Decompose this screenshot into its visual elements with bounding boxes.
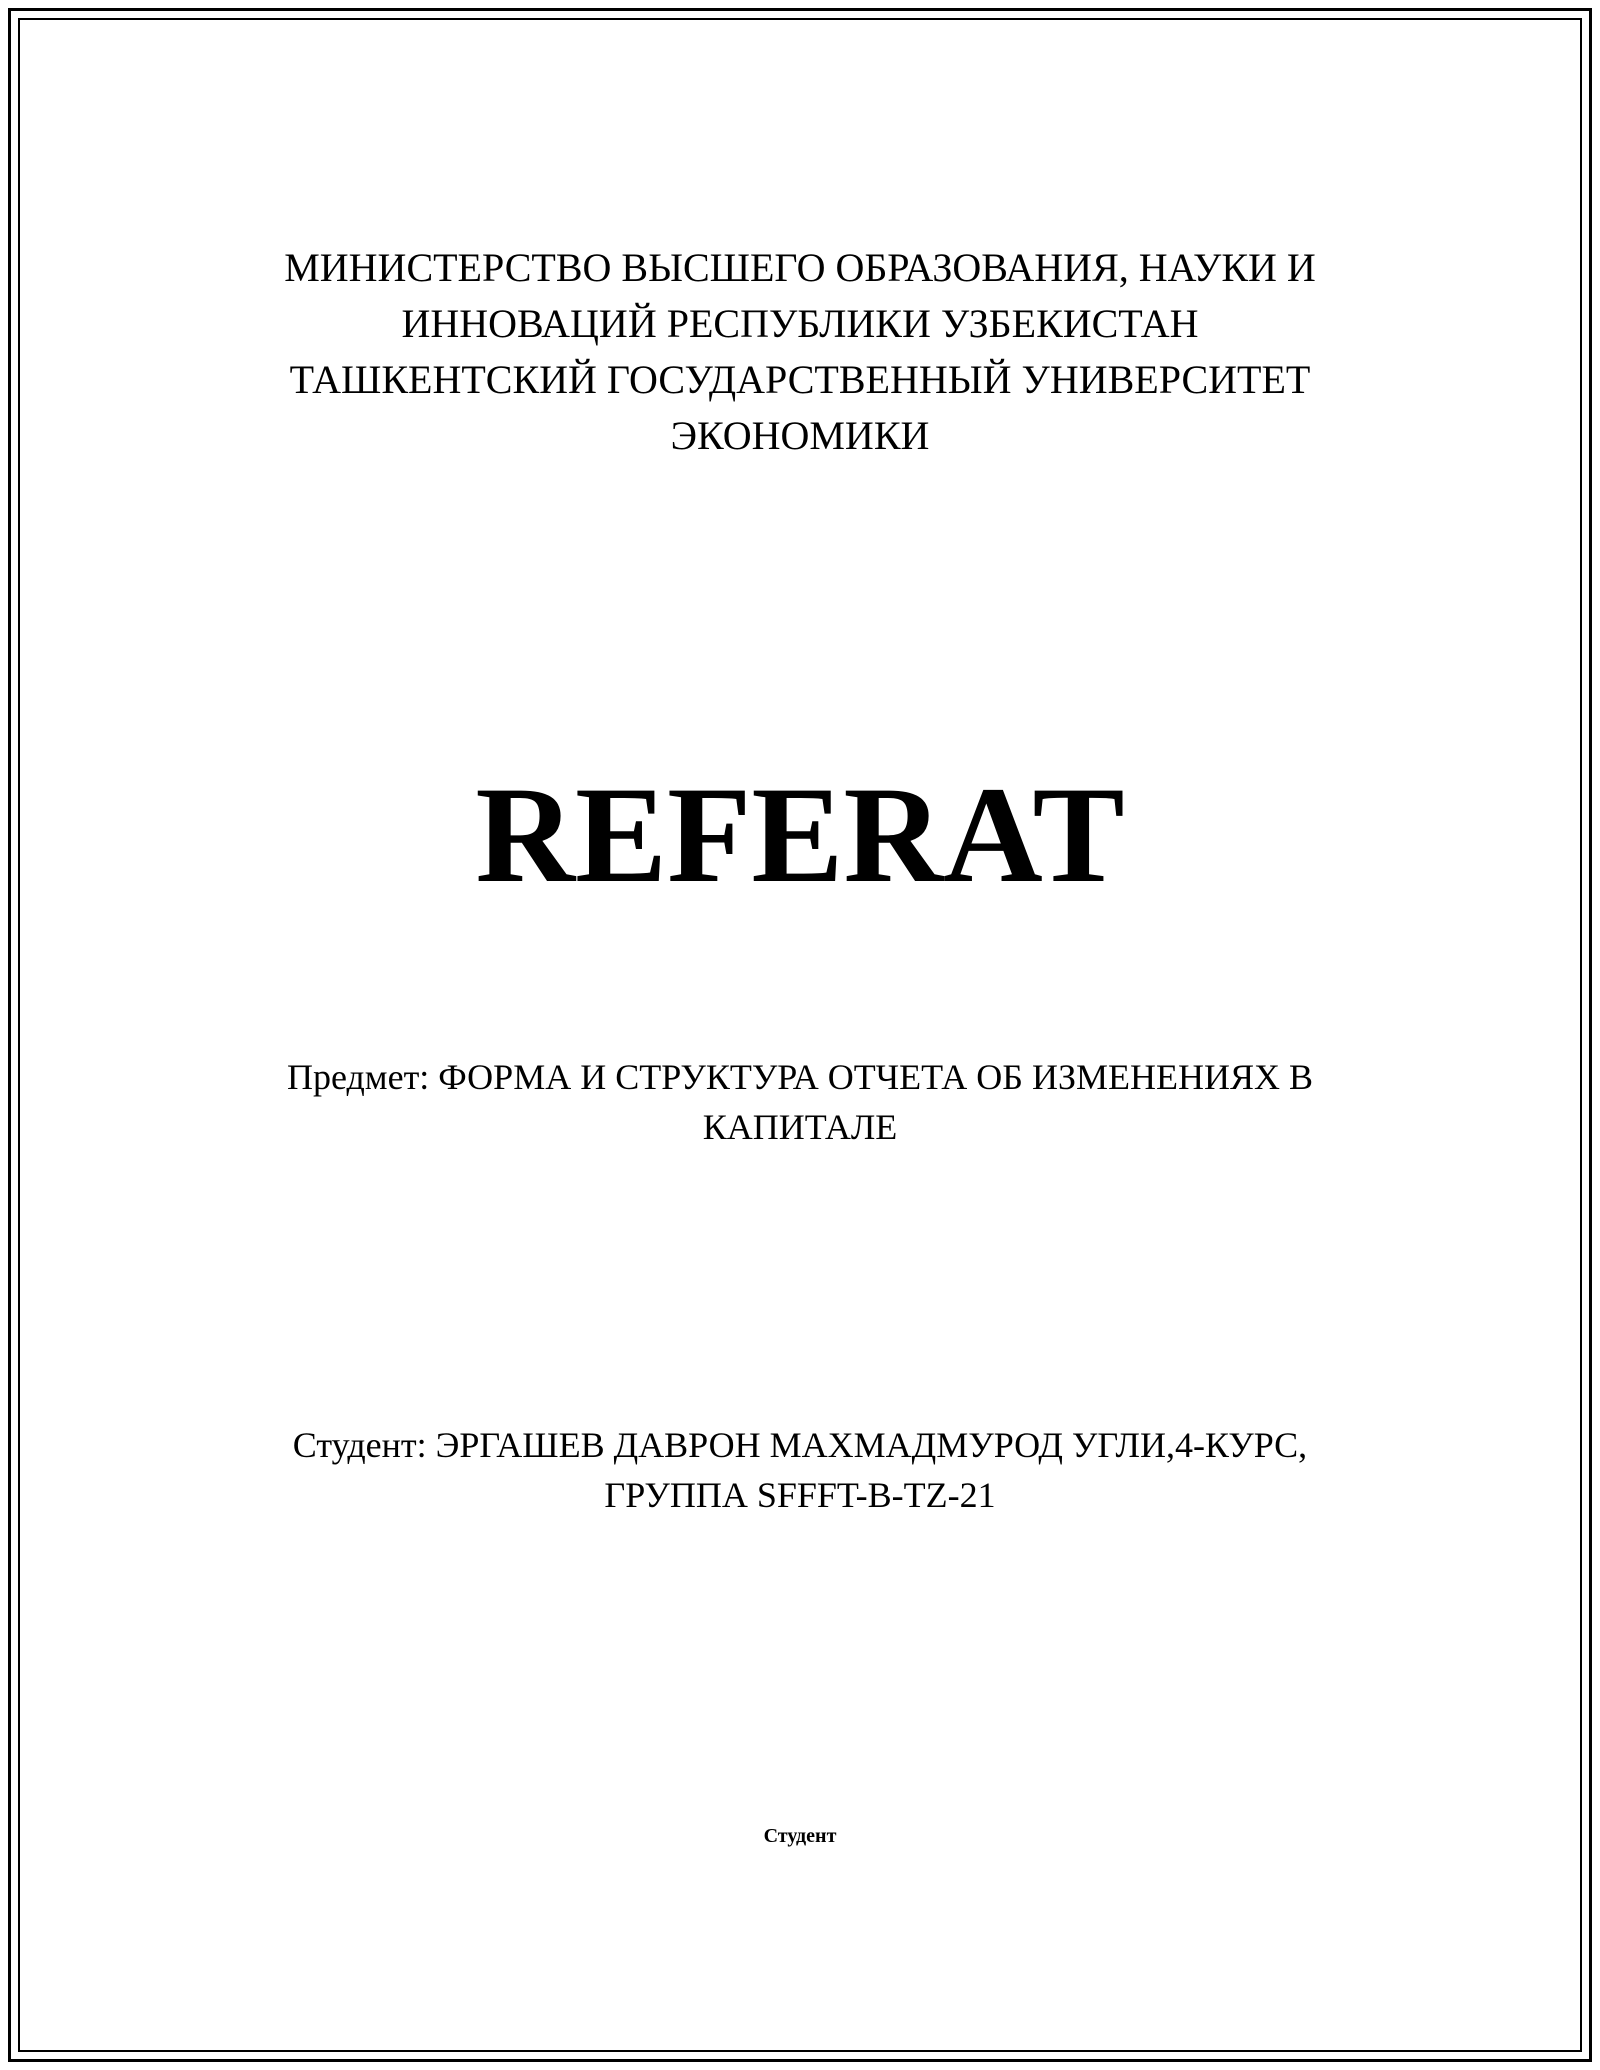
institution-line: ТАШКЕНТСКИЙ ГОСУДАРСТВЕННЫЙ УНИВЕРСИТЕТ xyxy=(289,357,1311,402)
subject-line: Предмет: ФОРМА И СТРУКТУРА ОТЧЕТА ОБ ИЗМЕНЕНИЯХ В xyxy=(286,1057,1314,1097)
institution-line: МИНИСТЕРСТВО ВЫСШЕГО ОБРАЗОВАНИЯ, НАУКИ И xyxy=(284,245,1316,290)
student-line: ГРУППА SFFFT-B-TZ-21 xyxy=(604,1475,996,1515)
document-title: REFERAT xyxy=(475,758,1125,911)
institution-line: ИННОВАЦИЙ РЕСПУБЛИКИ УЗБЕКИСТАН xyxy=(401,301,1199,346)
subject-line: КАПИТАЛЕ xyxy=(702,1107,898,1147)
student-signature-label: Студент xyxy=(763,1825,837,1847)
student-block xyxy=(100,1420,1500,1520)
institution-header xyxy=(100,240,1500,464)
subject-block xyxy=(100,1052,1500,1152)
student-line: Студент: ЭРГАШЕВ ДАВРОН МАХМАДМУРОД УГЛИ,4-КУРС, xyxy=(292,1425,1308,1465)
institution-line: ЭКОНОМИКИ xyxy=(670,413,930,458)
